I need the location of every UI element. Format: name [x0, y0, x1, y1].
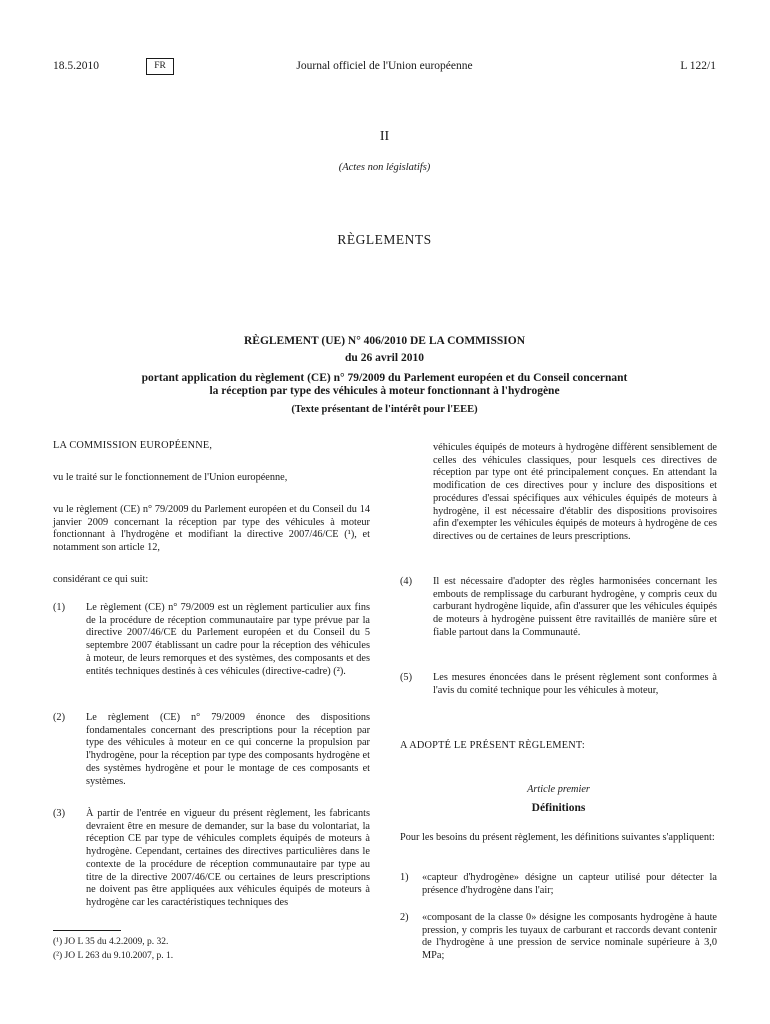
journal-title: Journal officiel de l'Union européenne	[296, 60, 473, 72]
regulation-citation: vu le règlement (CE) n° 79/2009 du Parlement européen et du Conseil du 14 janvier 2009 concernant la réception par type des véhicules à moteur fonctionnant à l'hydrogène et modifiant la directive 2007/46/CE (¹), et notamment son article 12,	[53, 504, 370, 554]
considering-label: considérant ce qui suit:	[53, 574, 149, 585]
adoption-statement: A ADOPTÉ LE PRÉSENT RÈGLEMENT:	[400, 740, 585, 751]
recital-number: (4)	[400, 576, 413, 587]
publication-date: 18.5.2010	[53, 60, 99, 72]
page-reference: L 122/1	[680, 60, 716, 72]
footnote-divider	[53, 930, 121, 931]
treaty-citation: vu le traité sur le fonctionnement de l'Union européenne,	[53, 472, 288, 483]
recital-number: (3)	[53, 808, 66, 819]
page-header	[53, 60, 716, 78]
definition-2	[400, 912, 717, 963]
recital-text: Le règlement (CE) n° 79/2009 énonce des dispositions fondamentales concernant des prescriptions pour la réception par type des véhicules à moteur en ce qui concerne la propulsion par l'hydrogène, pour la réception par type des composants hydrogène et des systèmes hydrogène et pour le montage de ces composants et systèmes.	[86, 712, 370, 787]
right-column	[400, 442, 717, 982]
definition-text: «capteur d'hydrogène» désigne un capteur utilisé pour détecter la présence d'hydrogène dans l'air;	[422, 872, 717, 896]
left-column	[53, 440, 370, 920]
recital-number: (5)	[400, 672, 413, 683]
non-legislative-label: (Actes non législatifs)	[338, 162, 431, 173]
recital-4	[400, 576, 717, 640]
commission-label: LA COMMISSION EUROPÉENNE,	[53, 440, 213, 451]
recital-2	[53, 712, 370, 788]
recital-3-continued-text: véhicules équipés de moteurs à hydrogène diffèrent sensiblement de celles des véhicules classiques, pour lesquels ces directives de réception par type ont été principalement conçues. En attendant la modification de ces directives pour y inclure des dispositions et procédures d'essai spécifiques aux véhicules équipés de moteurs à hydrogène, il est nécessaire d'établir des dispositions provisoires afin d'exempter les véhicules équipés de moteurs à hydrogène de ces directives ou de certaines de leurs prescriptions.	[433, 442, 717, 542]
regulation-subject	[53, 372, 716, 398]
section-title: RÈGLEMENTS	[337, 232, 432, 247]
recital-text: Les mesures énoncées dans le présent règlement sont conformes à l'avis du comité technique pour les véhicules à moteur,	[433, 672, 717, 696]
eee-relevance: (Texte présentant de l'intérêt pour l'EEE)	[291, 404, 478, 415]
footnotes	[53, 930, 370, 963]
recital-text: Le règlement (CE) n° 79/2009 est un règlement particulier aux fins de la procédure de réception communautaire par type prévue par la directive 2007/46/CE du Parlement européen et du Conseil du 5 septembre 2007 établissant un cadre pour la réception des véhicules à moteur, de leurs remorques et des systèmes, des composants et des entités techniques destinés à ces véhicules (directive-cadre) (²).	[86, 602, 370, 677]
footnote-2: (²) JO L 263 du 9.10.2007, p. 1.	[53, 951, 174, 961]
regulation-date: du 26 avril 2010	[345, 352, 424, 364]
regulation-subject-line2: la réception par type des véhicules à moteur fonctionnant à l'hydrogène	[209, 385, 560, 397]
definition-number: 2)	[400, 912, 409, 923]
definition-text: «composant de la classe 0» désigne les composants hydrogène à haute pression, y compris les tuyaux de carburant et raccords devant contenir de l'hydrogène à une pression de service nominale supérieure à 3,0 MPa;	[422, 912, 717, 962]
footnote-1: (¹) JO L 35 du 4.2.2009, p. 32.	[53, 937, 169, 947]
recital-number: (2)	[53, 712, 66, 723]
recital-number: (1)	[53, 602, 66, 613]
regulation-subject-line1: portant application du règlement (CE) n° 79/2009 du Parlement européen et du Conseil concernant	[141, 372, 628, 384]
recital-5	[400, 672, 717, 697]
definition-1	[400, 872, 717, 897]
recital-1	[53, 602, 370, 678]
part-number: II	[379, 129, 390, 144]
definition-number: 1)	[400, 872, 409, 883]
article-title: Définitions	[531, 802, 586, 814]
regulation-title: RÈGLEMENT (UE) N° 406/2010 DE LA COMMISSION	[243, 335, 526, 347]
article-intro: Pour les besoins du présent règlement, les définitions suivantes s'appliquent:	[400, 832, 715, 843]
article-label: Article premier	[527, 784, 590, 795]
recital-text: À partir de l'entrée en vigueur du présent règlement, les fabricants devraient être en mesure de demander, sur la base du volontariat, la réception CE par type de véhicules complets équipés de moteurs à hydrogène. Cependant, certaines des directives particulières dans le contexte de la procédure de réception communautaire par type au titre de la directive 2007/46/CE ou certaines de leurs prescriptions ne doivent pas être appliquées aux véhicules équipés de moteurs à hydrogène car les caractéristiques techniques des	[86, 808, 370, 908]
recital-3	[53, 808, 370, 910]
recital-3-continued	[400, 442, 717, 544]
language-badge: FR	[146, 58, 174, 75]
recital-text: Il est nécessaire d'adopter des règles harmonisées concernant les embouts de remplissage du carburant hydrogène, y compris ceux du carburant hydrogène liquide, afin d'assurer que les véhicules équipés de moteurs à hydrogène puissent être ravitaillés de manière sûre et fiable partout dans la Communauté.	[433, 576, 717, 638]
